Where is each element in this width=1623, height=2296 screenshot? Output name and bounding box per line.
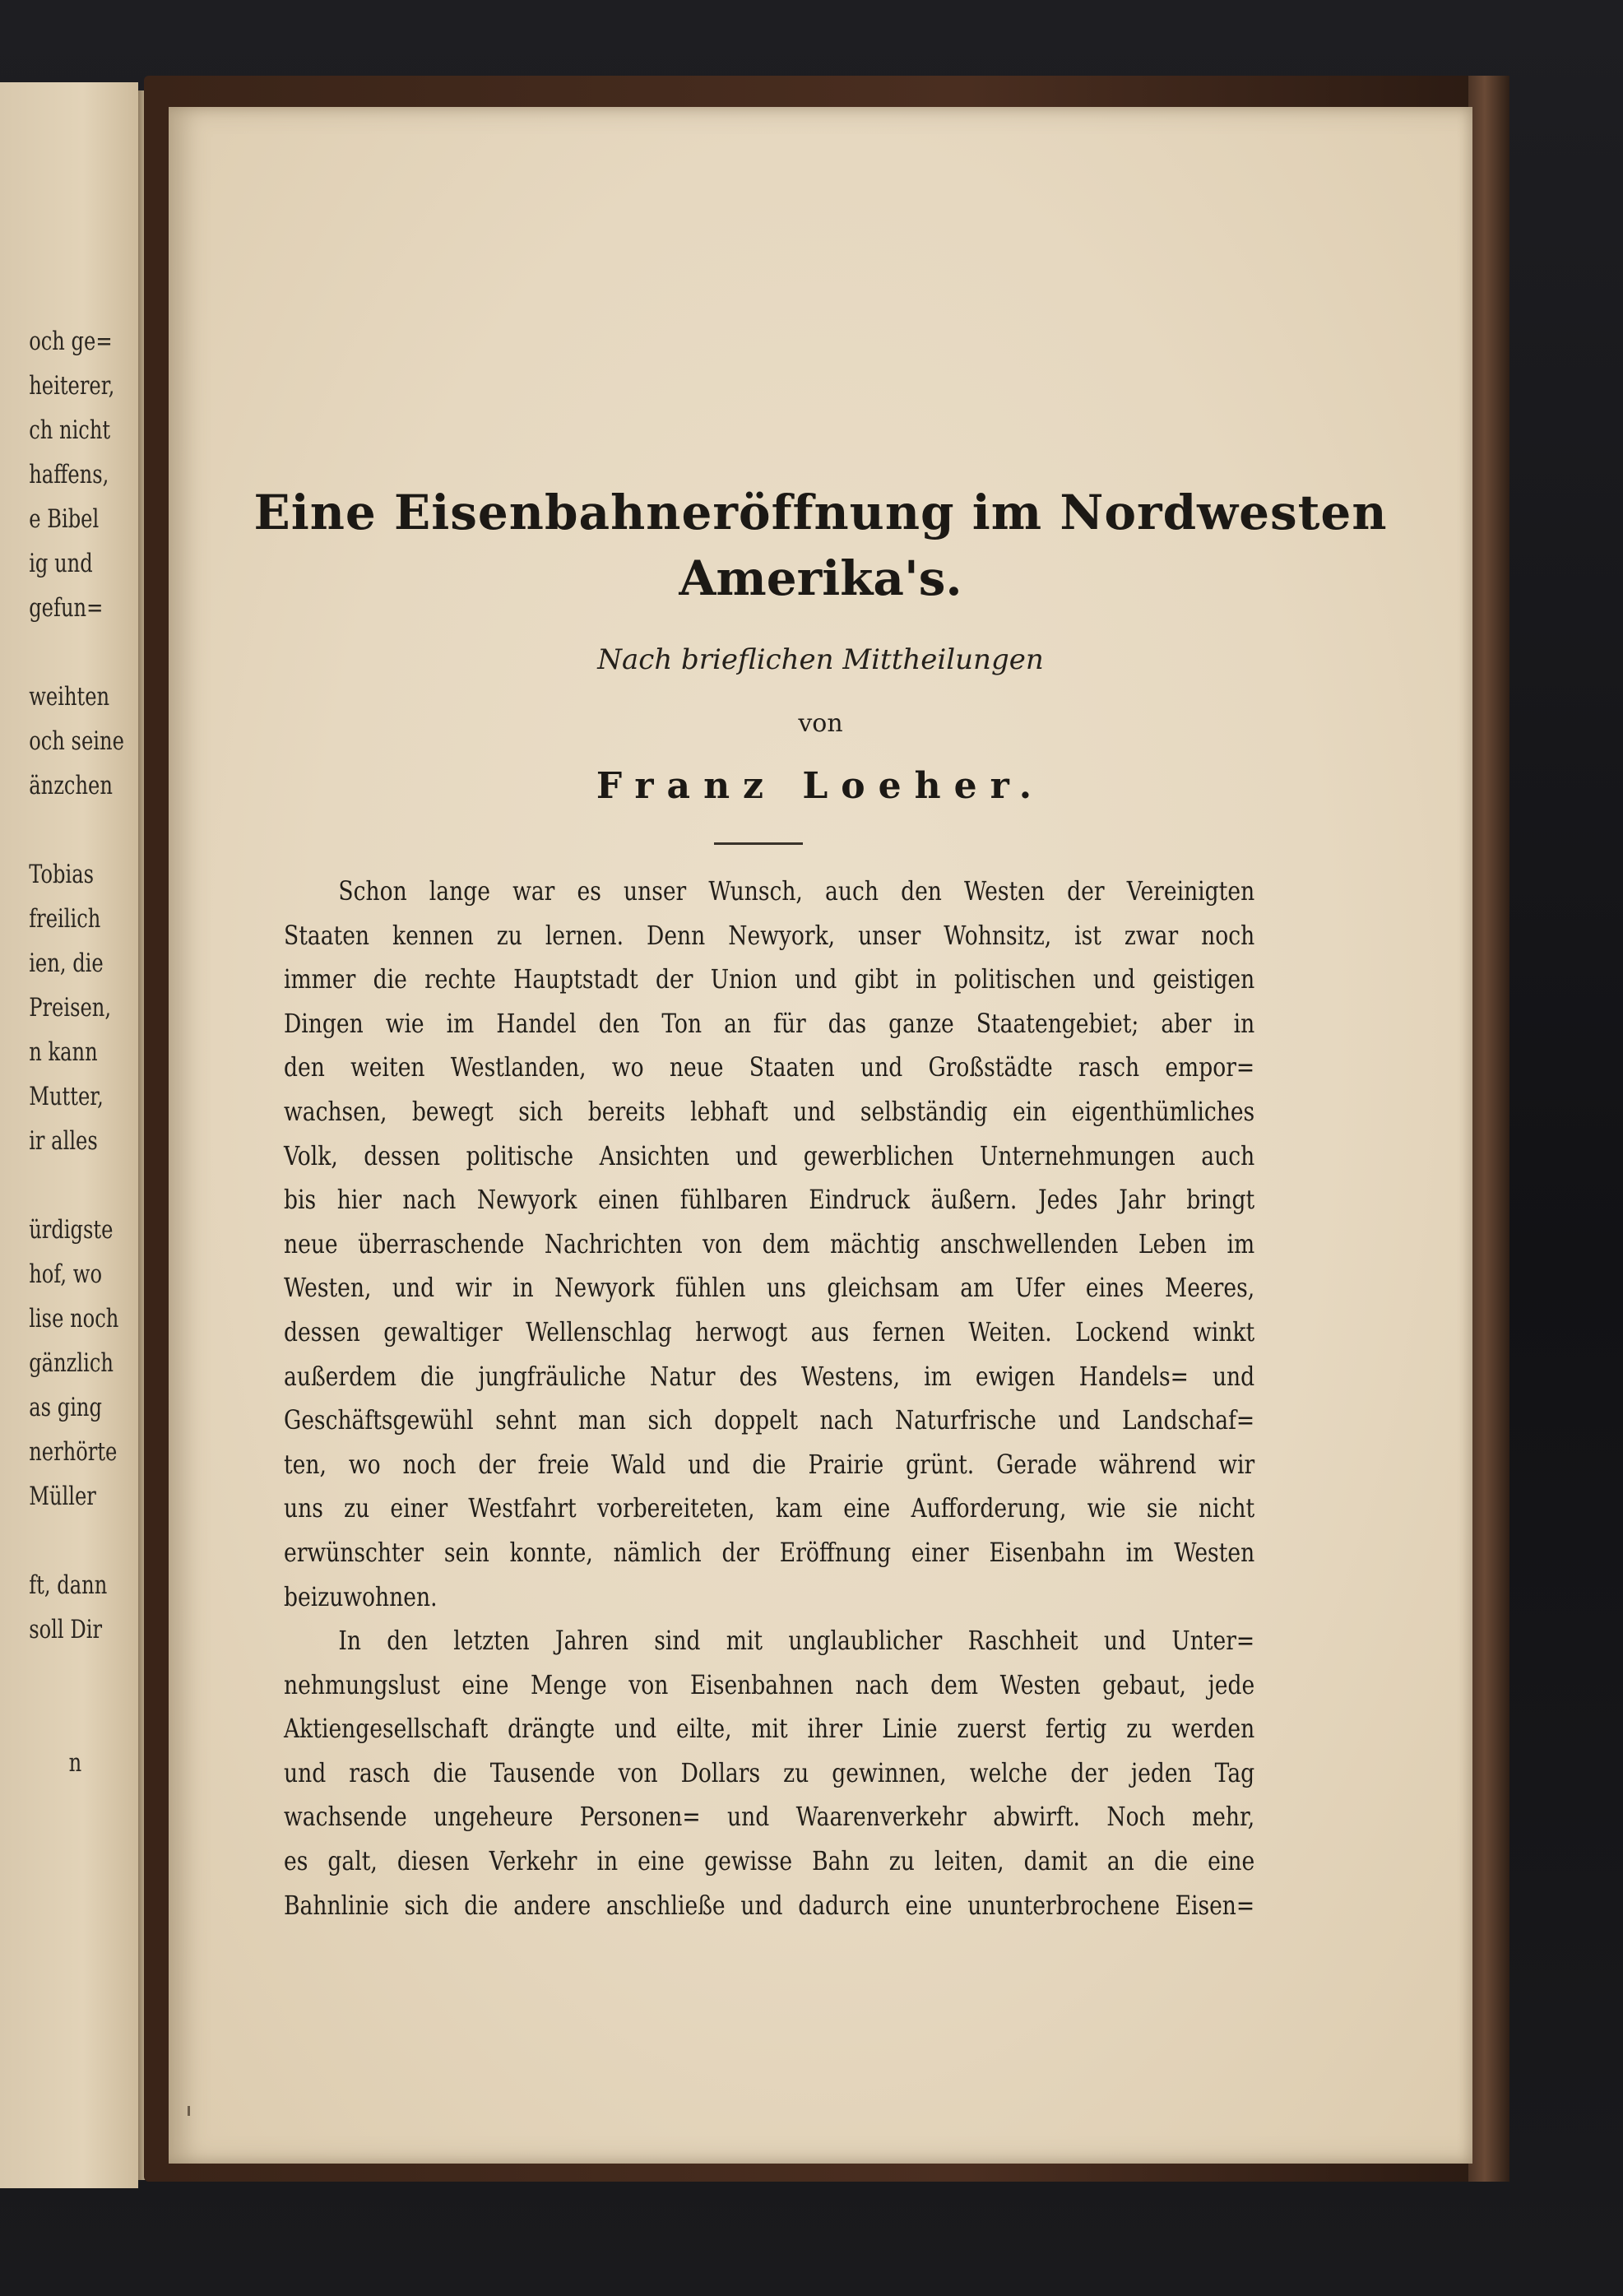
left-page-line: ig und bbox=[29, 549, 93, 578]
left-page-line: Tobias bbox=[29, 860, 95, 889]
left-page-line: ft, dann bbox=[29, 1570, 108, 1600]
body-line: nehmungslust eine Menge von Eisenbahnen nach dem Westen gebaut, jede bbox=[284, 1668, 1255, 1700]
body-line: wachsen, bewegt sich bereits lebhaft und selbständig ein eigenthümliches bbox=[284, 1095, 1255, 1127]
article-title-line-2: Amerika's. bbox=[679, 550, 962, 606]
article-author: Franz Loeher. bbox=[596, 765, 1046, 807]
body-line: außerdem die jungfräuliche Natur des Westens, im ewigen Handels= und bbox=[284, 1360, 1255, 1392]
body-line: Schon lange war es unser Wunsch, auch den Westen der Vereinigten bbox=[338, 875, 1255, 907]
body-line: Staaten kennen zu lernen. Denn Newyork, unser Wohnsitz, ist zwar noch bbox=[284, 919, 1255, 951]
byline-von: von bbox=[798, 709, 843, 738]
body-line: uns zu einer Westfahrt vorbereiteten, kam eine Aufforderung, wie sie nicht bbox=[284, 1492, 1255, 1524]
left-page-line: och seine bbox=[29, 726, 124, 756]
left-page bbox=[0, 82, 138, 2188]
article-subtitle: Nach brieflichen Mittheilungen bbox=[597, 643, 1044, 676]
body-line: ten, wo noch der freie Wald und die Prairie grünt. Gerade während wir bbox=[284, 1448, 1255, 1480]
left-page-line: och ge= bbox=[29, 327, 113, 356]
body-line: erwünschter sein konnte, nämlich der Eröffnung einer Eisenbahn im Westen bbox=[284, 1536, 1255, 1568]
body-line: neue überraschende Nachrichten von dem mächtig anschwellenden Leben im bbox=[284, 1227, 1255, 1259]
body-line: In den letzten Jahren sind mit unglaublicher Raschheit und Unter= bbox=[338, 1625, 1255, 1657]
article-title-line-1: Eine Eisenbahneröffnung im Nordwesten bbox=[253, 485, 1388, 540]
left-page-line: nerhörte bbox=[29, 1437, 118, 1467]
body-line: Dingen wie im Handel den Ton an für das ganze Staatengebiet; aber in bbox=[284, 1007, 1255, 1039]
body-line: Volk, dessen politische Ansichten und gewerblichen Unternehmungen auch bbox=[284, 1139, 1255, 1171]
page-mark bbox=[188, 2106, 190, 2116]
left-page-line: as ging bbox=[29, 1393, 102, 1422]
left-page-line: gefun= bbox=[29, 593, 104, 623]
left-page-line: Müller bbox=[29, 1482, 96, 1511]
left-page-line: n bbox=[68, 1748, 82, 1778]
left-page-line: weihten bbox=[29, 682, 110, 712]
left-page-line: gänzlich bbox=[29, 1348, 114, 1378]
body-line: immer die rechte Hauptstadt der Union und gibt in politischen und geistigen bbox=[284, 963, 1255, 995]
left-page-line: freilich bbox=[29, 904, 101, 934]
body-line: Aktiengesellschaft drängte und eilte, mit ihrer Linie zuerst fertig zu werden bbox=[284, 1713, 1255, 1745]
left-page-line: ir alles bbox=[29, 1126, 98, 1156]
body-line: und rasch die Tausende von Dollars zu gewinnen, welche der jeden Tag bbox=[284, 1756, 1255, 1788]
left-page-line: änzchen bbox=[29, 771, 113, 800]
body-line: wachsende ungeheure Personen= und Waarenverkehr abwirft. Noch mehr, bbox=[284, 1801, 1255, 1833]
body-line: beizuwohnen. bbox=[284, 1580, 438, 1612]
left-page-line: lise noch bbox=[29, 1304, 119, 1334]
left-page-line: n kann bbox=[29, 1037, 98, 1067]
body-line: es galt, diesen Verkehr in eine gewisse Bahn zu leiten, damit an die eine bbox=[284, 1845, 1255, 1877]
left-page-line: soll Dir bbox=[29, 1615, 102, 1644]
left-page-text bbox=[0, 319, 132, 1785]
left-page-line: hof, wo bbox=[29, 1259, 103, 1289]
article-body bbox=[284, 870, 1254, 1927]
left-page-line: haffens, bbox=[29, 460, 109, 489]
book-cover-edge bbox=[1468, 76, 1509, 2182]
left-page-line: ch nicht bbox=[29, 415, 111, 445]
body-line: bis hier nach Newyork einen fühlbaren Eindruck äußern. Jedes Jahr bringt bbox=[284, 1184, 1255, 1216]
left-page-line: ürdigste bbox=[29, 1215, 114, 1245]
article-title bbox=[169, 484, 1472, 607]
body-line: Westen, und wir in Newyork fühlen uns gleichsam am Ufer eines Meeres, bbox=[284, 1272, 1255, 1304]
body-line: Bahnlinie sich die andere anschließe und dadurch eine ununterbrochene Eisen= bbox=[284, 1889, 1255, 1921]
body-line: dessen gewaltiger Wellenschlag herwogt aus fernen Weiten. Lockend winkt bbox=[284, 1315, 1255, 1347]
left-page-line: heiterer, bbox=[29, 371, 115, 401]
left-page-line: Preisen, bbox=[29, 993, 112, 1023]
left-page-line: e Bibel bbox=[29, 504, 100, 534]
body-line: Geschäftsgewühl sehnt man sich doppelt nach Naturfrische und Landschaf= bbox=[284, 1404, 1255, 1436]
left-page-line: ien, die bbox=[29, 949, 104, 978]
body-line: den weiten Westlanden, wo neue Staaten und Großstädte rasch empor= bbox=[284, 1051, 1255, 1083]
title-divider bbox=[714, 842, 803, 845]
left-page-line: Mutter, bbox=[29, 1082, 104, 1111]
